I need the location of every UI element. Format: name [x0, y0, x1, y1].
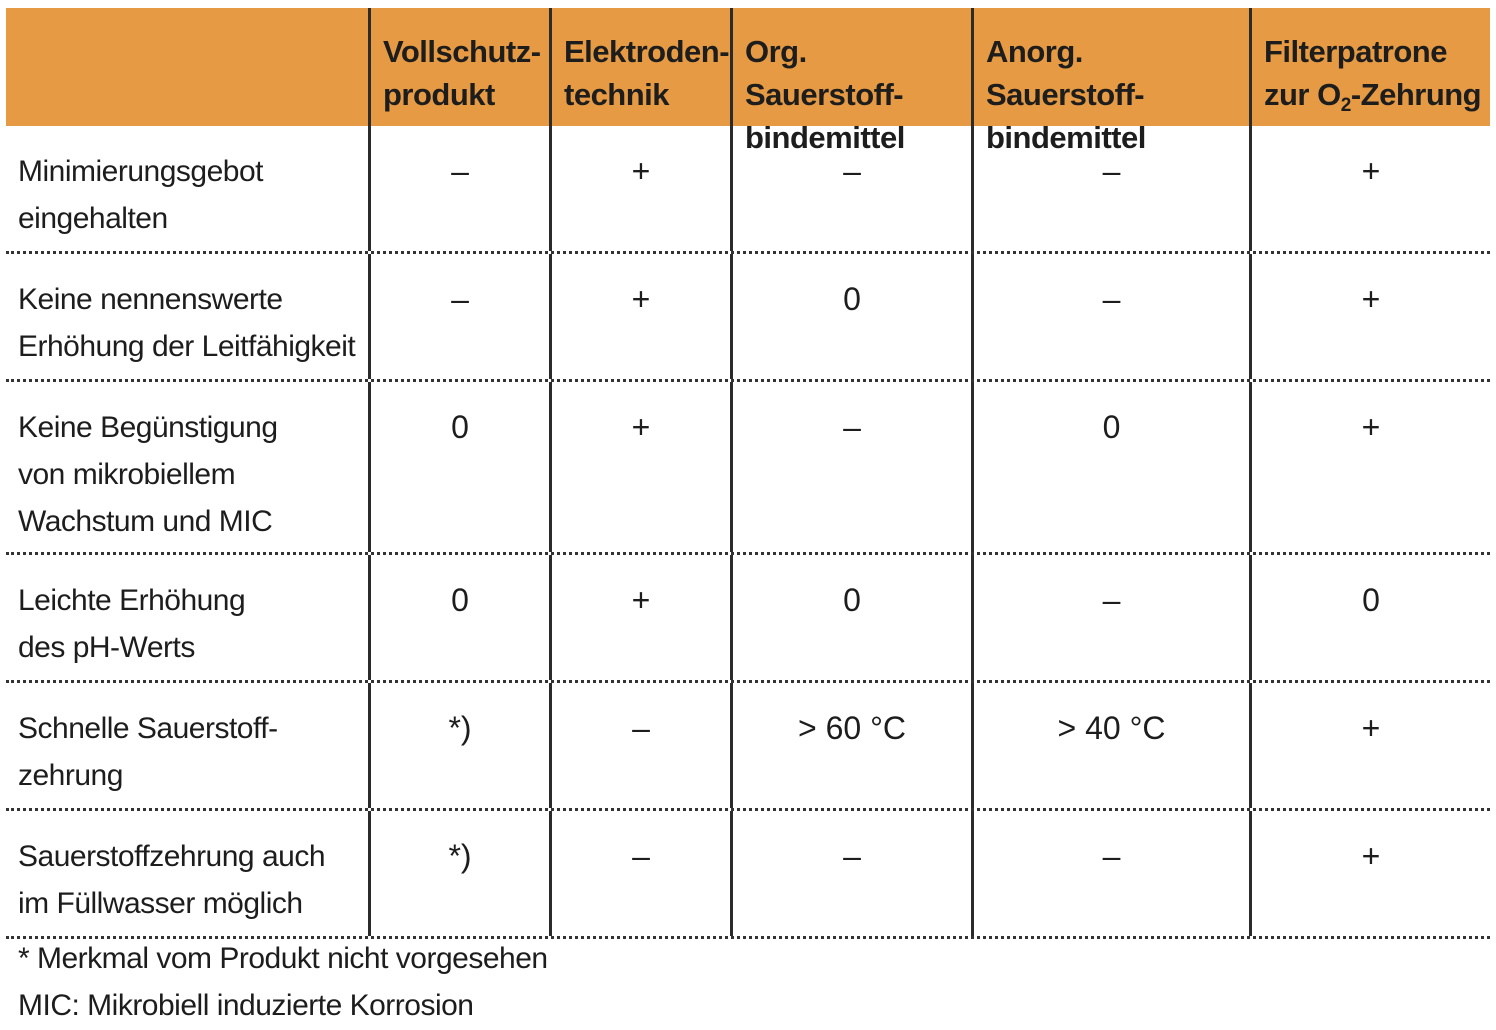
- row-label-line: Erhöhung der Leitfähigkeit: [18, 330, 356, 363]
- table-cell: –: [971, 254, 1249, 379]
- table-cell: 0: [368, 382, 549, 552]
- row-label: [6, 382, 368, 552]
- table-row: [6, 382, 1490, 555]
- table-cell: 0: [1249, 555, 1490, 680]
- table-cell: 0: [368, 555, 549, 680]
- table-cell: +: [549, 555, 730, 680]
- table-row: [6, 811, 1490, 939]
- table-cell: –: [730, 382, 971, 552]
- header-text: bindemittel: [745, 120, 905, 155]
- table-cell: 0: [730, 555, 971, 680]
- table-cell: –: [971, 811, 1249, 936]
- footnote-mic: MIC: Mikrobiell induzierte Korrosion: [18, 989, 474, 1022]
- table-cell: –: [730, 126, 971, 251]
- row-label: [6, 811, 368, 936]
- row-label-line: Keine nennenswerte: [18, 283, 283, 316]
- table-cell: +: [1249, 382, 1490, 552]
- footnote-not-provided: * Merkmal vom Produkt nicht vorgesehen: [18, 942, 548, 975]
- row-label: [6, 126, 368, 251]
- table-cell: –: [549, 683, 730, 808]
- header-text: produkt: [383, 77, 495, 112]
- row-label-line: Wachstum und MIC: [18, 505, 273, 538]
- table-cell: +: [1249, 811, 1490, 936]
- header-text: Anorg. Sauerstoff-: [986, 34, 1145, 112]
- table-cell: –: [368, 254, 549, 379]
- row-label-line: im Füllwasser möglich: [18, 887, 303, 920]
- header-text: bindemittel: [986, 120, 1146, 155]
- table-cell: –: [730, 811, 971, 936]
- table-cell: *): [368, 811, 549, 936]
- table-cell: > 60 °C: [730, 683, 971, 808]
- row-label-line: Leichte Erhöhung: [18, 584, 246, 617]
- table-cell: –: [368, 126, 549, 251]
- row-label-line: Schnelle Sauerstoff-: [18, 712, 278, 745]
- header-text: Elektroden-: [564, 34, 730, 69]
- row-label: [6, 254, 368, 379]
- row-label-line: von mikrobiellem: [18, 458, 236, 491]
- footnotes: [18, 935, 548, 1029]
- table-cell: –: [971, 126, 1249, 251]
- header-text-part: zur O: [1264, 77, 1341, 112]
- header-text-part: -Zehrung: [1350, 77, 1482, 112]
- row-label-line: Sauerstoffzehrung auch: [18, 840, 326, 873]
- row-label-line: zehrung: [18, 759, 123, 792]
- row-label-line: eingehalten: [18, 202, 168, 235]
- header-text: Org. Sauerstoff-: [745, 34, 904, 112]
- header-subscript: 2: [1340, 95, 1351, 116]
- comparison-table: [6, 8, 1490, 939]
- header-text: Vollschutz-: [383, 34, 541, 69]
- header-text: technik: [564, 77, 670, 112]
- row-label: [6, 683, 368, 808]
- header-text: [1264, 73, 1490, 127]
- table-cell: +: [1249, 683, 1490, 808]
- table-cell: *): [368, 683, 549, 808]
- row-label-line: des pH-Werts: [18, 631, 195, 664]
- table-row: [6, 254, 1490, 382]
- row-label: [6, 555, 368, 680]
- table-cell: –: [971, 555, 1249, 680]
- table-cell: +: [549, 382, 730, 552]
- table-cell: 0: [730, 254, 971, 379]
- row-label-line: Minimierungsgebot: [18, 155, 263, 188]
- header-text: Filterpatrone: [1264, 34, 1447, 69]
- table-row: [6, 126, 1490, 254]
- table-cell: +: [549, 126, 730, 251]
- table-cell: +: [1249, 254, 1490, 379]
- table-cell: +: [1249, 126, 1490, 251]
- table-cell: > 40 °C: [971, 683, 1249, 808]
- table-cell: 0: [971, 382, 1249, 552]
- row-label-line: Keine Begünstigung: [18, 411, 278, 444]
- table-header-row: [6, 8, 1490, 155]
- table-row: [6, 555, 1490, 683]
- table-cell: +: [549, 254, 730, 379]
- table-cell: –: [549, 811, 730, 936]
- table-row: [6, 683, 1490, 811]
